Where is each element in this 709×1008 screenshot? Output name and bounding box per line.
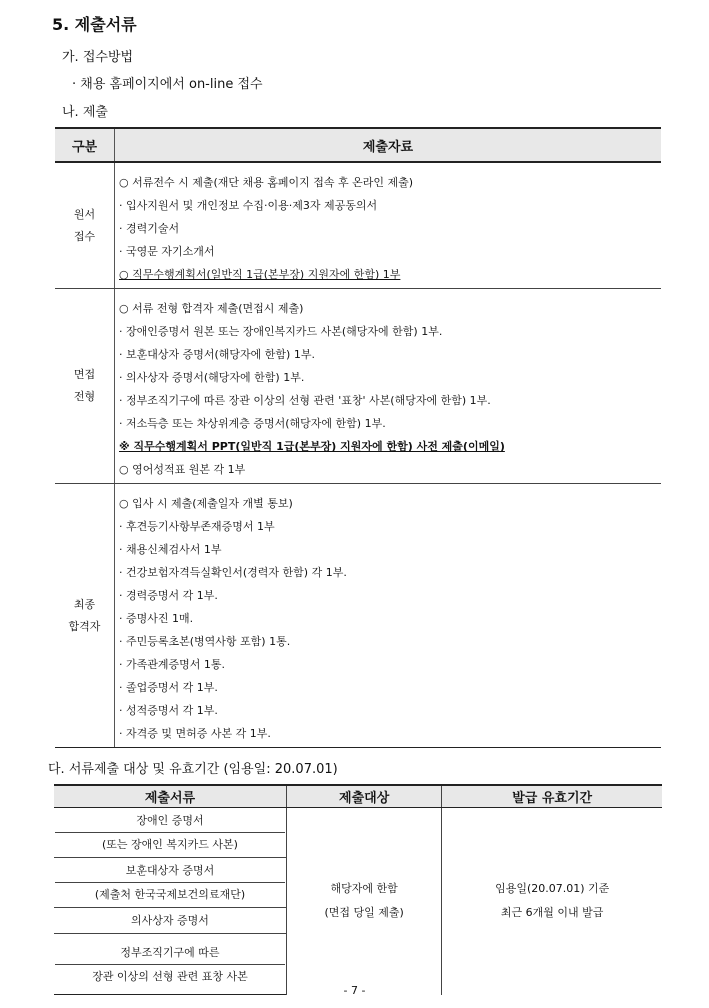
list-item: ○ 서류전수 시 제출(재단 채용 홈페이지 접속 후 온라인 제출) [119,176,414,189]
validity-line: 최근 6개월 이내 발급 [500,906,604,920]
header-target: 제출대상 [287,785,442,808]
target-cell [287,808,442,995]
target-line: 해당자에 한함 [330,882,398,896]
list-item: · 졸업증명서 각 1부. [119,681,218,694]
row-category [55,162,115,289]
list-item: ○ 영어성적표 원본 각 1부 [119,463,246,476]
list-item: · 경력증명서 각 1부. [119,589,218,602]
list-item: · 국영문 자기소개서 [119,245,215,258]
header-category: 구분 [55,128,115,162]
document-line: 장관 이상의 선형 관련 표창 사본 [92,969,248,983]
document-line: (또는 장애인 복지카드 사본) [102,838,238,851]
list-item: · 채용신체검사서 1부 [119,543,222,556]
document-line: 장애인 증명서 [55,809,285,833]
row-materials [115,484,662,748]
list-item: · 정부조직기구에 따른 장관 이상의 선형 관련 '표창' 사본(해당자에 한함) 1부. [119,394,491,407]
table-row [55,289,661,484]
list-item: · 가족관계증명서 1통. [119,658,225,671]
document-line: (제출처 한국국제보건의료재단) [94,888,246,901]
list-item: ※ 직무수행계획서 PPT(일반직 1급(본부장) 지원자에 한함) 사전 제출(이메일) [119,440,505,453]
sub-heading-submission: 나. 제출 [62,105,108,120]
document-line: 정부조직기구에 따른 [55,941,285,965]
validity-cell [442,808,662,995]
method-item: · 채용 홈페이지에서 on-line 접수 [72,77,263,92]
list-item: · 성적증명서 각 1부. [119,704,218,717]
document-cell [54,908,287,934]
sub-heading-validity: 다. 서류제출 대상 및 유효기간 (임용일: 20.07.01) [48,762,338,777]
list-item: ○ 서류 전형 합격자 제출(면접시 제출) [119,302,304,315]
document-line: 의사상자 증명서 [131,914,209,927]
list-item: ○ 직무수행계획서(일반직 1급(본부장) 지원자에 한함) 1부 [119,268,401,281]
row-category [55,484,115,748]
category-label: 접수 [73,229,96,243]
category-label: 면접 [73,368,96,381]
category-label: 원서 [73,207,96,221]
table-row [54,808,662,858]
list-item: ○ 입사 시 제출(제출일자 개별 통보) [119,497,293,510]
sub-heading-method: 가. 접수방법 [62,50,134,65]
list-item: · 장애인증명서 원본 또는 장애인복지카드 사본(해당자에 한함) 1부. [119,325,443,338]
list-item: · 주민등록초본(병역사항 포함) 1통. [119,635,291,648]
list-item: · 저소득층 또는 차상위계층 증명서(해당자에 한함) 1부. [119,417,386,430]
row-materials [115,162,662,289]
validity-table [54,784,662,995]
header-documents: 제출서류 [54,785,287,808]
list-item: · 자격증 및 면허증 사본 각 1부. [119,727,271,740]
category-label: 합격자 [68,619,101,633]
row-category [55,289,115,484]
document-cell [54,858,287,908]
table-row [55,162,661,289]
list-item: · 입사지원서 및 개인정보 수집·이용·제3자 제공동의서 [119,199,378,212]
row-materials [115,289,662,484]
list-item: · 건강보험자격득실확인서(경력자 한함) 각 1부. [119,566,347,579]
submission-table [55,127,661,748]
list-item: · 후견등기사항부존재증명서 1부 [119,520,275,533]
validity-line: 임용일(20.07.01) 기준 [495,882,610,896]
header-validity: 발급 유효기간 [442,785,662,808]
document-line: 보훈대상자 증명서 [55,859,285,883]
list-item: · 의사상자 증명서(해당자에 한함) 1부. [119,371,305,384]
category-label: 최종 [73,597,96,611]
list-item: · 증명사진 1매. [119,612,194,625]
header-materials: 제출자료 [115,128,662,162]
section-title: 5. 제출서류 [52,15,137,34]
list-item: · 경력기술서 [119,222,180,235]
page-number: - 7 - [343,984,366,997]
category-label: 전형 [73,390,96,403]
document-cell [54,808,287,858]
target-line: (면접 당일 제출) [324,906,404,920]
list-item: · 보훈대상자 증명서(해당자에 한함) 1부. [119,348,315,361]
table-row [55,484,661,748]
